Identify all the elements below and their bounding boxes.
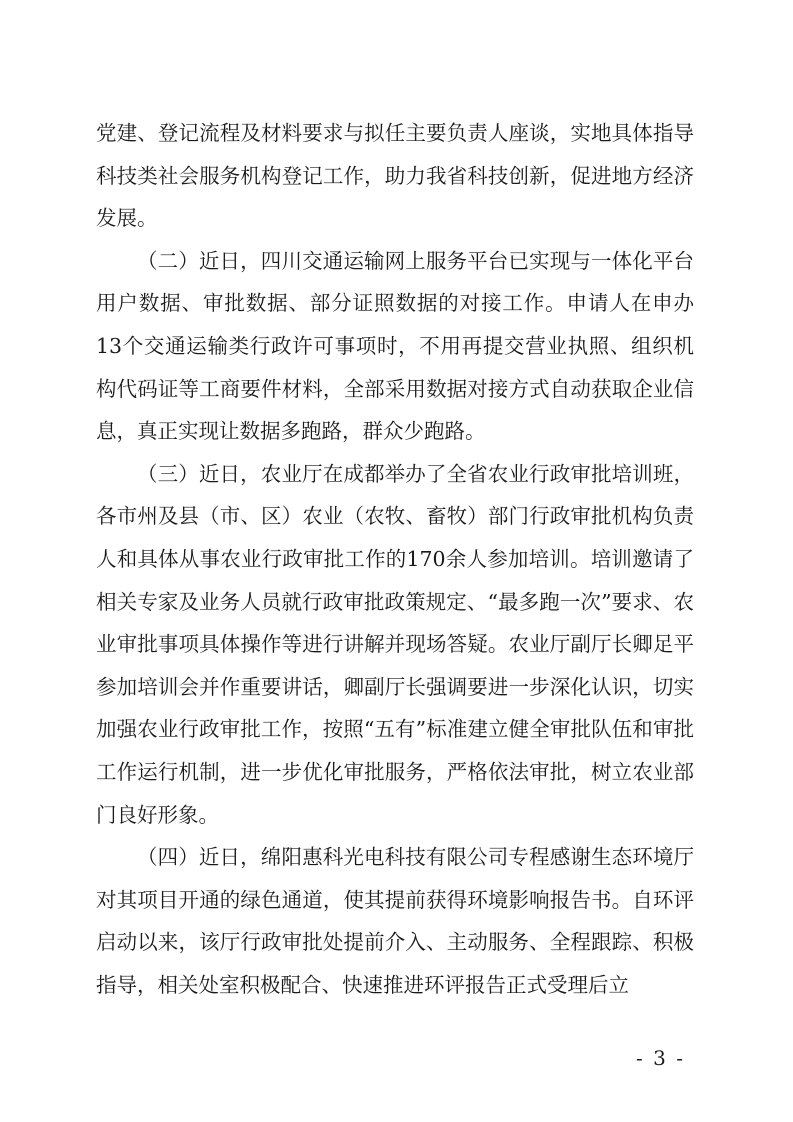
paragraph-item-2: （二）近日，四川交通运输网上服务平台已实现与一体化平台用户数据、审批数据、部分证照数据的对接工作。申请人在申办13个交通运输类行政许可事项时，不用再提交营业执照、组织机构代码证等工商要件材料，全部采用数据对接方式自动获取企业信息，真正实现让数据多跑路，群众少跑路。 [96,248,694,444]
paragraph-item-4: （四）近日，绵阳惠科光电科技有限公司专程感谢生态环境厅对其项目开通的绿色通道，使其提前获得环境影响报告书。自环评启动以来，该厅行政审批处提前介入、主动服务、全程跟踪、积极指导，相关处室积极配合、快速推进环评报告正式受理后立 [96,845,694,997]
paragraph-item-3: （三）近日，农业厅在成都举办了全省农业行政审批培训班，各市州及县（市、区）农业（农牧、畜牧）部门行政审批机构负责人和具体从事农业行政审批工作的170余人参加培训。培训邀请了相关专家及业务人员就行政审批政策规定、“最多跑一次”要求、农业审批事项具体操作等进行讲解并现场答疑。农业厅副厅长卿足平参加培训会并作重要讲话，卿副厅长强调要进一步深化认识，切实加强农业行政审批工作，按照“五有”标准建立健全审批队伍和审批工作运行机制，进一步优化审批服务，严格依法审批，树立农业部门良好形象。 [96,461,694,827]
document-body [96,112,694,1006]
paragraph-continuation: 党建、登记流程及材料要求与拟任主要负责人座谈，实地具体指导科技类社会服务机构登记工作，助力我省科技创新，促进地方经济发展。 [96,121,694,231]
page-number: - 3 - [636,1046,685,1070]
